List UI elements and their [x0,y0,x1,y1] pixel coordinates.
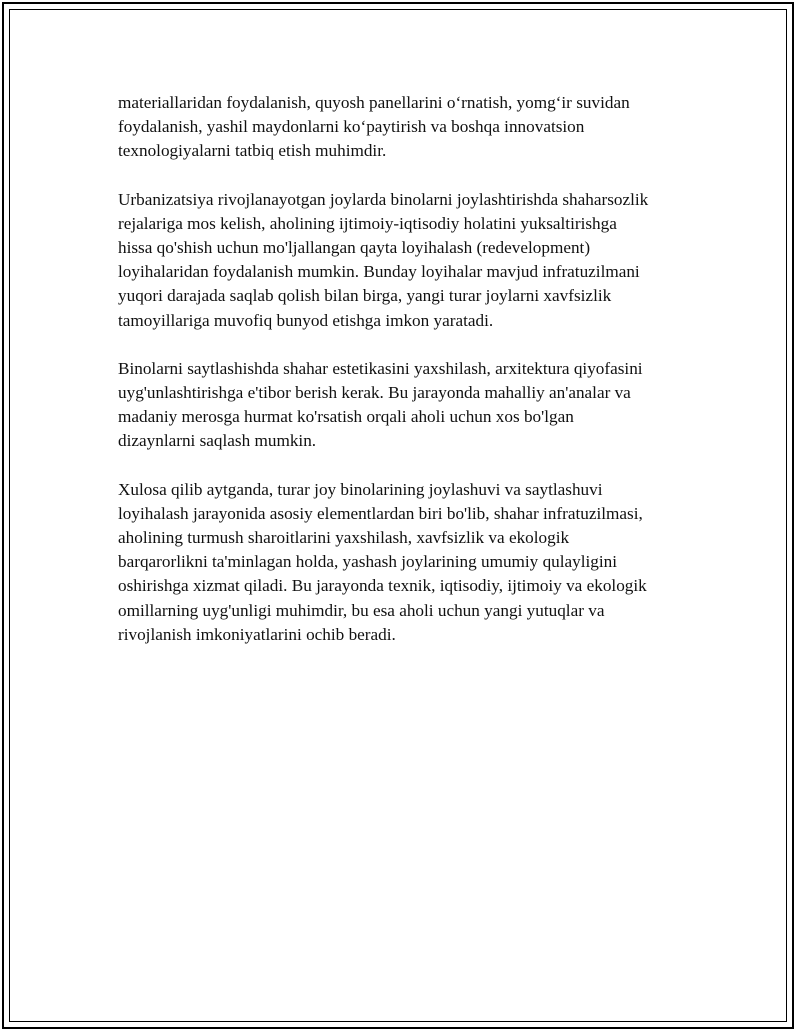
text-line: loyihalash jarayonida asosiy elementlardan biri bo'lib, shahar infratuzilmasi, [118,503,643,523]
paragraph [118,357,688,454]
text-line: madaniy merosga hurmat ko'rsatish orqali aholi uchun xos bo'lgan [118,407,574,427]
paragraph [118,188,688,333]
text-line: rejalariga mos kelish, aholining ijtimoiy-iqtisodiy holatini yuksaltirishga [118,213,617,233]
text-line: yuqori darajada saqlab qolish bilan birga, yangi turar joylarni xavfsizlik [118,286,612,306]
text-line: Xulosa qilib aytganda, turar joy binolarining joylashuvi va saytlashuvi [118,479,603,499]
text-line: oshirishga xizmat qiladi. Bu jarayonda texnik, iqtisodiy, ijtimoiy va ekologik [118,576,647,596]
text-line: loyihalaridan foydalanish mumkin. Bunday loyihalar mavjud infratuzilmani [118,262,640,282]
text-line: materiallaridan foydalanish, quyosh panellarini o‘rnatish, yomg‘ir suvidan [118,93,630,112]
text-line: Urbanizatsiya rivojlanayotgan joylarda binolarni joylashtirishda shaharsozlik [118,189,649,209]
text-line: hissa qo'shish uchun mo'ljallangan qayta loyihalash (redevelopment) [118,238,591,258]
document-body [118,91,688,671]
paragraph [118,91,688,164]
text-line: aholining turmush sharoitlarini yaxshilash, xavfsizlik va ekologik [118,528,570,548]
paragraph [118,478,688,647]
text-line: dizaynlarni saqlash mumkin. [118,431,317,451]
text-line: tamoyillariga muvofiq bunyod etishga imkon yaratadi. [118,310,494,330]
text-line: foydalanish, yashil maydonlarni ko‘paytirish va boshqa innovatsion [118,117,585,137]
text-line: omillarning uyg'unligi muhimdir, bu esa aholi uchun yangi yutuqlar va [118,600,605,620]
text-line: texnologiyalarni tatbiq etish muhimdir. [118,141,387,161]
text-line: barqarorlikni ta'minlagan holda, yashash joylarining umumiy qulayligini [118,552,618,572]
text-line: Binolarni saytlashishda shahar estetikasini yaxshilash, arxitektura qiyofasini [118,358,643,378]
text-line: rivojlanish imkoniyatlarini ochib beradi. [118,624,396,644]
text-line: uyg'unlashtirishga e'tibor berish kerak. Bu jarayonda mahalliy an'analar va [118,383,631,403]
